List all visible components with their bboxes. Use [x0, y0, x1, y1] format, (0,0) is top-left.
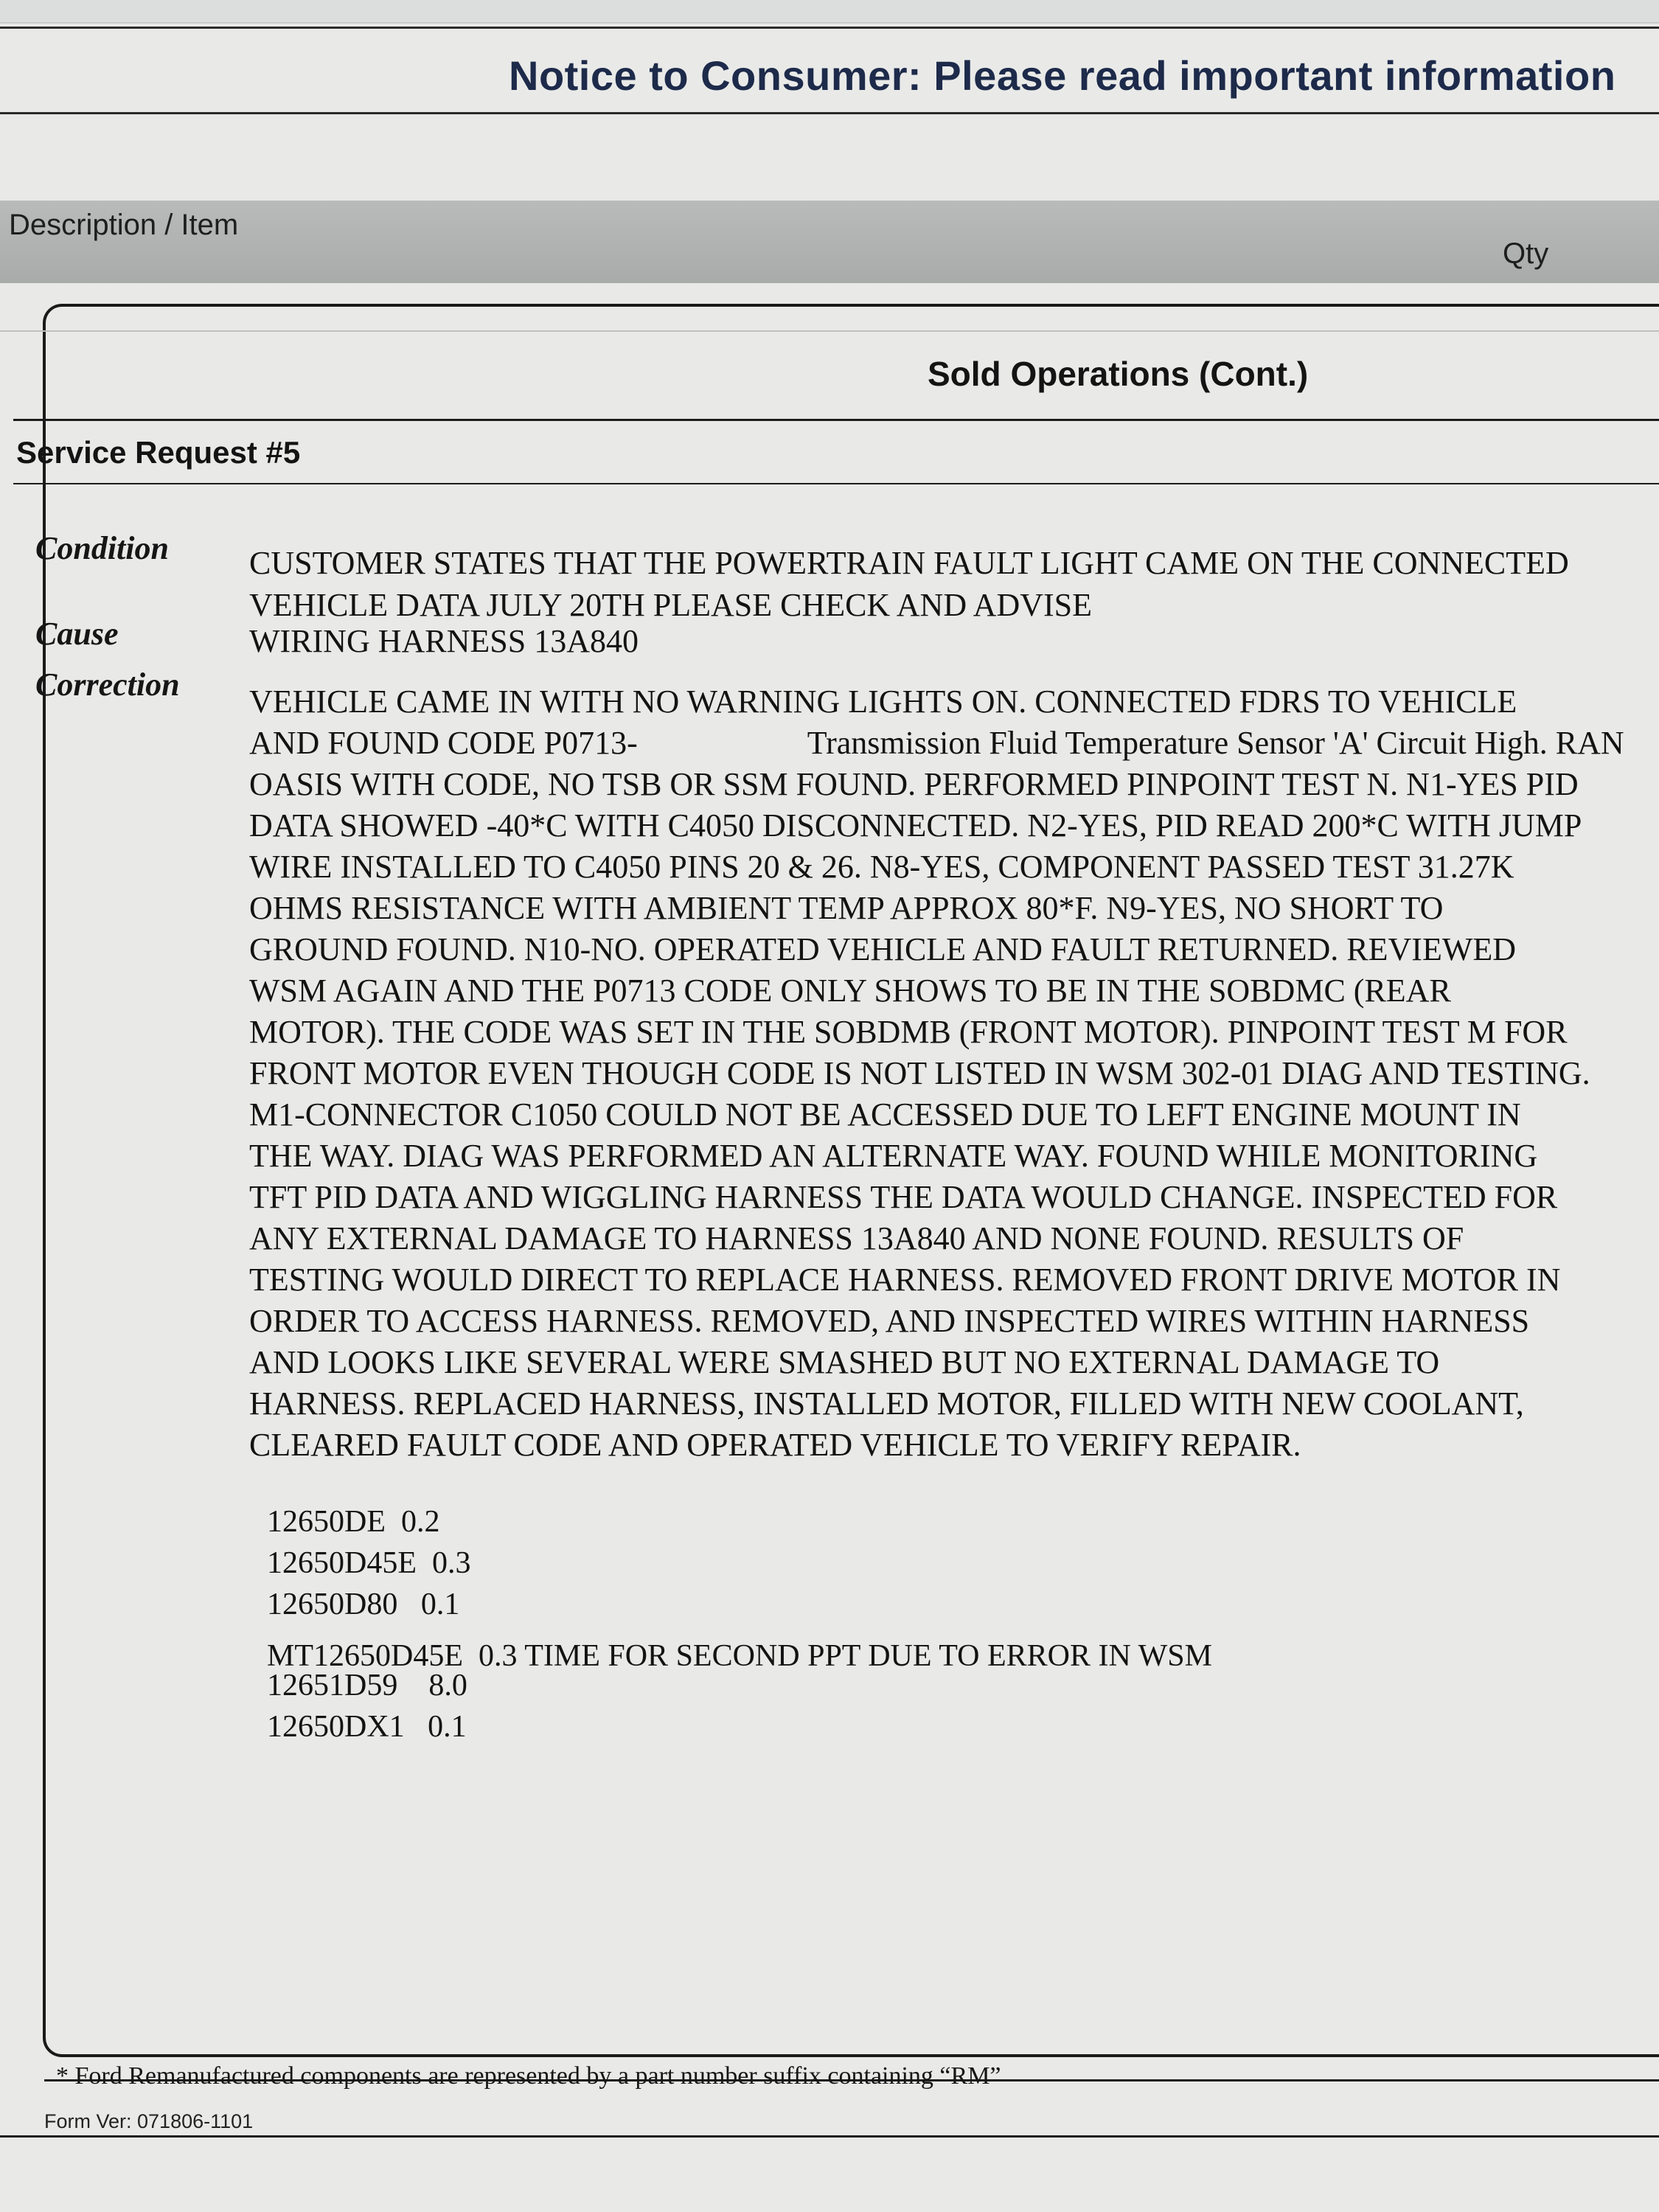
labor-op-line: MT12650D45E 0.3 TIME FOR SECOND PPT DUE TO ERROR IN WSM [267, 1639, 1212, 1673]
correction-line: ORDER TO ACCESS HARNESS. REMOVED, AND INSPECTED WIRES WITHIN HARNESS [249, 1303, 1530, 1339]
correction-line: TESTING WOULD DIRECT TO REPLACE HARNESS. REMOVED FRONT DRIVE MOTOR IN [249, 1262, 1561, 1298]
condition-line: VEHICLE DATA JULY 20TH PLEASE CHECK AND ADVISE [249, 587, 1092, 623]
labor-op-line: 12650DX1 0.1 [267, 1710, 467, 1744]
correction-line: OASIS WITH CODE, NO TSB OR SSM FOUND. PERFORMED PINPOINT TEST N. N1-YES PID [249, 766, 1579, 802]
labor-op-line: 12650D45E 0.3 [267, 1546, 471, 1580]
correction-line: MOTOR). THE CODE WAS SET IN THE SOBDMB (FRONT MOTOR). PINPOINT TEST M FOR [249, 1014, 1568, 1050]
correction-label: Correction [35, 667, 180, 703]
notice-top-rule [0, 27, 1659, 29]
service-request-title: Service Request #5 [16, 435, 301, 470]
correction-line: THE WAY. DIAG WAS PERFORMED AN ALTERNATE WAY. FOUND WHILE MONITORING [249, 1138, 1538, 1174]
section-rule [13, 419, 1659, 421]
correction-line: WIRE INSTALLED TO C4050 PINS 20 & 26. N8-YES, COMPONENT PASSED TEST 31.27K [249, 849, 1514, 885]
service-request-rule [13, 483, 1659, 484]
correction-line: WSM AGAIN AND THE P0713 CODE ONLY SHOWS TO BE IN THE SOBDMC (REAR [249, 973, 1451, 1009]
form-version: Form Ver: 071806-1101 [44, 2110, 254, 2132]
fault-code-text: AND FOUND CODE P0713- [249, 725, 638, 761]
correction-line: VEHICLE CAME IN WITH NO WARNING LIGHTS ON. CONNECTED FDRS TO VEHICLE [249, 684, 1517, 720]
labor-op-line: 12650D80 0.1 [267, 1587, 460, 1621]
correction-line: AND LOOKS LIKE SEVERAL WERE SMASHED BUT NO EXTERNAL DAMAGE TO [249, 1344, 1440, 1380]
correction-line: FRONT MOTOR EVEN THOUGH CODE IS NOT LISTED IN WSM 302-01 DIAG AND TESTING. [249, 1055, 1590, 1091]
page-fold-edge [0, 0, 1659, 24]
condition-label: Condition [35, 530, 169, 566]
table-header-bar [0, 201, 1659, 283]
correction-line: GROUND FOUND. N10-NO. OPERATED VEHICLE AND FAULT RETURNED. REVIEWED [249, 931, 1516, 967]
section-title: Sold Operations (Cont.) [928, 355, 1309, 393]
correction-line: CLEARED FAULT CODE AND OPERATED VEHICLE TO VERIFY REPAIR. [249, 1427, 1301, 1463]
correction-line-code [249, 723, 1624, 764]
correction-line: ANY EXTERNAL DAMAGE TO HARNESS 13A840 AND NONE FOUND. RESULTS OF [249, 1220, 1464, 1256]
labor-op-line: 12650DE 0.2 [267, 1505, 440, 1539]
correction-line: DATA SHOWED -40*C WITH C4050 DISCONNECTED. N2-YES, PID READ 200*C WITH JUMP [249, 807, 1582, 844]
cause-label: Cause [35, 616, 119, 652]
notice-bottom-rule [0, 112, 1659, 114]
fault-code-description: Transmission Fluid Temperature Sensor 'A' Circuit High. RAN [807, 725, 1624, 761]
condition-line: CUSTOMER STATES THAT THE POWERTRAIN FAULT LIGHT CAME ON THE CONNECTED [249, 545, 1569, 581]
frame-inner-rule [0, 330, 1659, 332]
cause-text: WIRING HARNESS 13A840 [249, 623, 639, 659]
labor-op-line: 12651D59 8.0 [267, 1669, 467, 1703]
bottom-rule [0, 2135, 1659, 2138]
correction-line: OHMS RESISTANCE WITH AMBIENT TEMP APPROX 80*F. N9-YES, NO SHORT TO [249, 890, 1444, 926]
footnote-text: * Ford Remanufactured components are represented by a part number suffix containing “RM” [56, 2062, 1001, 2090]
description-column-header: Description / Item [9, 209, 239, 241]
correction-line: M1-CONNECTOR C1050 COULD NOT BE ACCESSED DUE TO LEFT ENGINE MOUNT IN [249, 1096, 1521, 1133]
notice-title: Notice to Consumer: Please read important information [509, 52, 1616, 99]
correction-line: TFT PID DATA AND WIGGLING HARNESS THE DATA WOULD CHANGE. INSPECTED FOR [249, 1179, 1558, 1215]
qty-column-header: Qty [1503, 237, 1549, 270]
correction-line: HARNESS. REPLACED HARNESS, INSTALLED MOTOR, FILLED WITH NEW COOLANT, [249, 1385, 1524, 1422]
